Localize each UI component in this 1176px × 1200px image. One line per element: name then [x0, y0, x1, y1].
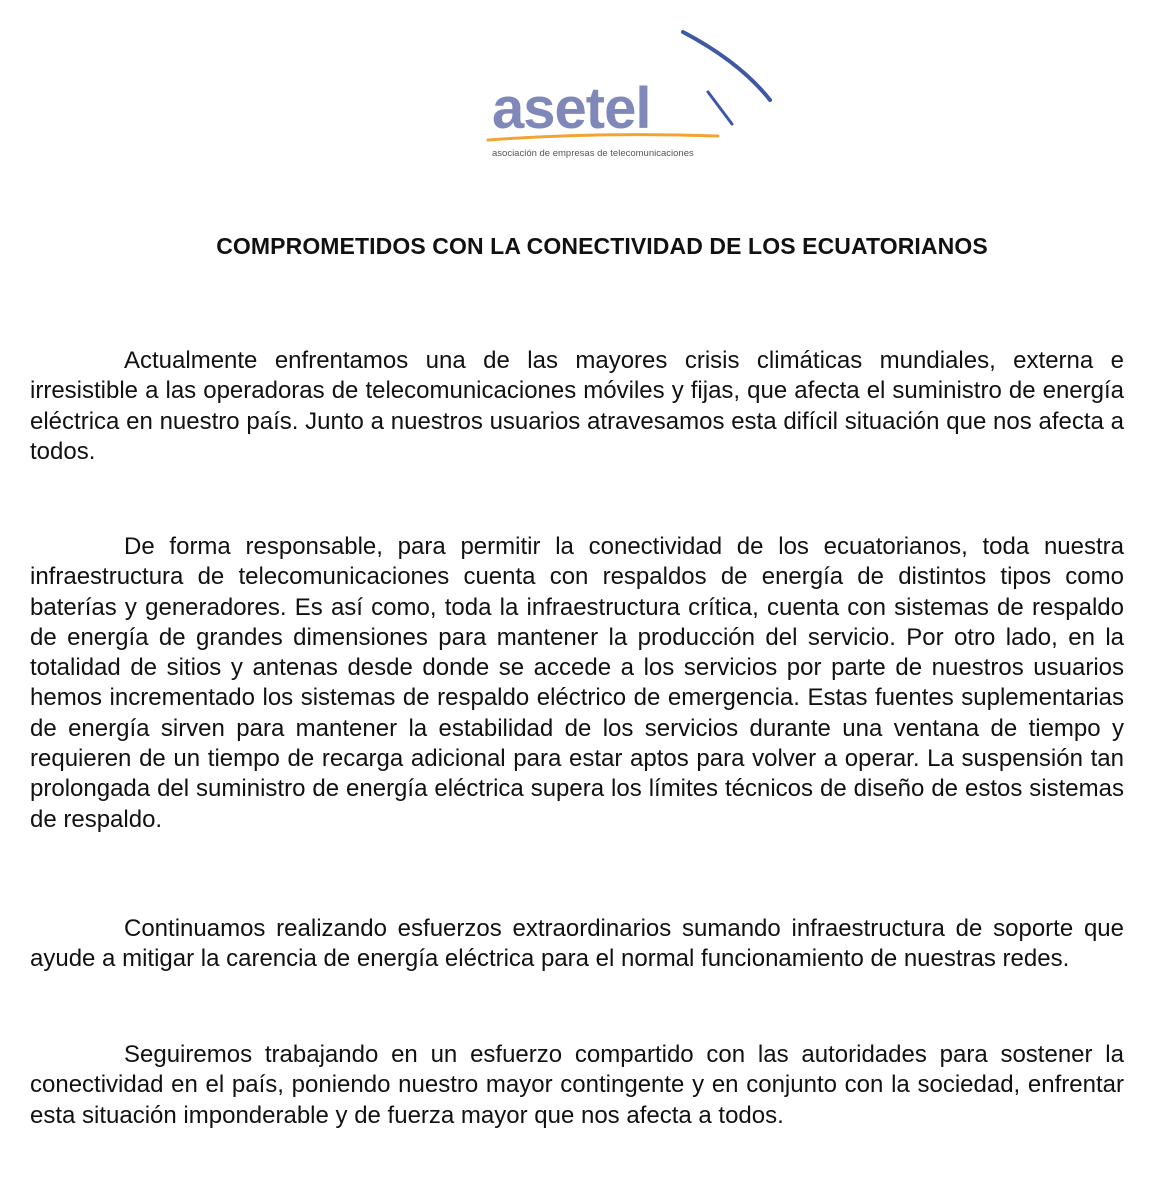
paragraph-3: Continuamos realizando esfuerzos extraordinarios sumando infraestructura de soporte que ayude a mitigar la carencia de energía eléctrica para el normal funcionamiento de nuestras redes. [30, 915, 1124, 973]
logo-diagonal [708, 92, 732, 124]
paragraph-1: Actualmente enfrentamos una de las mayores crisis climáticas mundiales, externa e irresistible a las operadoras de telecomunicaciones móviles y fijas, que afecta el suministro de energía eléctrica en nuestro país. Junto a nuestros usuarios atravesamos esta difícil situación que nos afecta a todos. [30, 347, 1124, 465]
logo-tagline: asociación de empresas de telecomunicaciones [492, 148, 694, 159]
logo-wordmark: asetel [492, 76, 651, 141]
paragraph-4: Seguiremos trabajando en un esfuerzo compartido con las autoridades para sostener la conectividad en el país, poniendo nuestro mayor contingente y en conjunto con la sociedad, enfrentar esta situación imponderable y de fuerza mayor que nos afecta a todos. [30, 1041, 1124, 1129]
paragraph-2: De forma responsable, para permitir la conectividad de los ecuatorianos, toda nuestra infraestructura de telecomunicaciones cuenta con respaldos de energía de distintos tipos como baterías y generadores. Es así como, toda la infraestructura crítica, cuenta con sistemas de respaldo de energía de grandes dimensiones para mantener la producción del servicio. Por otro lado, en la totalidad de sitios y antenas desde donde se accede a los servicios por parte de nuestros usuarios hemos incrementado los sistemas de respaldo eléctrico de emergencia. Estas fuentes suplementarias de energía sirven para mantener la estabilidad de los servicios durante una ventana de tiempo y requieren de un tiempo de recarga adicional para estar aptos para volver a operar. La suspensión tan prolongada del suministro de energía eléctrica supera los límites técnicos de diseño de estos sistemas de respaldo. [30, 533, 1124, 833]
asetel-logo [470, 22, 790, 172]
document-title: COMPROMETIDOS CON LA CONECTIVIDAD DE LOS ECUATORIANOS [216, 233, 988, 259]
logo-arc [683, 32, 770, 100]
